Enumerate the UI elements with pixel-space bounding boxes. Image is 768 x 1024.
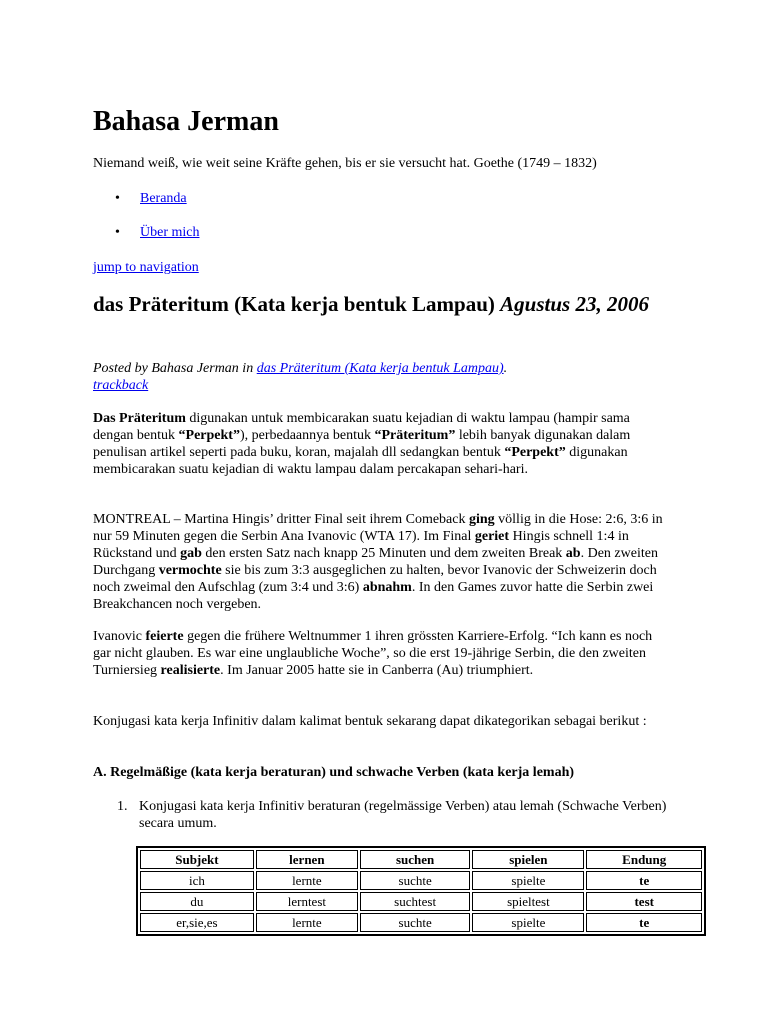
- table-cell: spielte: [472, 913, 584, 932]
- paragraph-montreal: [93, 511, 673, 613]
- table-cell-ending: test: [586, 892, 702, 911]
- trackback-link[interactable]: trackback: [93, 378, 149, 393]
- text-span: sie bis zum 3:3 ausgeglichen zu halten, bevor Ivanovic der Schweizerin doch noch zweimal den Aufschlag (zum 3:4 und 3:6): [93, 563, 657, 595]
- nav-item-uber-mich: [93, 224, 199, 241]
- paragraph-intro: [93, 410, 673, 478]
- posted-by: Posted by Bahasa Jerman in: [93, 361, 254, 376]
- post-title-text: das Präteritum (Kata kerja bentuk Lampau): [93, 292, 495, 316]
- bold-term: “Präteritum”: [374, 428, 456, 443]
- blog-title: Bahasa Jerman: [93, 106, 279, 137]
- text-span: den ersten Satz nach knapp 25 Minuten und dem zweiten Break: [201, 546, 566, 561]
- text-span: . Im Januar 2005 hatte sie in Canberra (Au) triumphiert.: [220, 663, 534, 678]
- header-endung: Endung: [586, 850, 702, 869]
- numbered-list: [93, 798, 673, 832]
- conjugation-table: [136, 846, 706, 936]
- list-item: [93, 798, 673, 832]
- table-cell: spieltest: [472, 892, 584, 911]
- bold-verb: gab: [180, 546, 202, 561]
- nav-link-uber-mich[interactable]: Über mich: [140, 225, 200, 240]
- blog-tagline: Niemand weiß, wie weit seine Kräfte gehen, bis er sie versucht hat. Goethe (1749 – 1832): [93, 156, 597, 171]
- nav-item-beranda: [93, 190, 199, 207]
- table-cell: lerntest: [256, 892, 358, 911]
- bold-verb: ging: [468, 512, 495, 527]
- table-cell-ending: te: [586, 871, 702, 890]
- list-item-text: Konjugasi kata kerja Infinitiv beraturan (regelmässige Verben) atau lemah (Schwache Verben) secara umum.: [139, 799, 667, 831]
- post-date: Agustus 23, 2006: [500, 292, 649, 316]
- table-cell-ending: te: [586, 913, 702, 932]
- table-cell: suchte: [360, 913, 470, 932]
- text-span: Hingis schnell 1:4 in Rückstand und: [93, 529, 629, 561]
- bold-verb: vermochte: [158, 563, 222, 578]
- table-row: [140, 913, 702, 932]
- table-cell: lernte: [256, 871, 358, 890]
- table-cell: suchtest: [360, 892, 470, 911]
- nav-link-beranda[interactable]: Beranda: [140, 191, 187, 206]
- bold-verb: feierte: [145, 629, 184, 644]
- text-span: MONTREAL – Martina Hingis’ dritter Final seit ihrem Comeback: [93, 512, 469, 527]
- text-span: lebih banyak digunakan dalam penulisan artikel seperti pada buku, koran, majalah dll sedangkan bentuk: [93, 428, 631, 460]
- header-suchen: suchen: [360, 850, 470, 869]
- category-link[interactable]: das Präteritum (Kata kerja bentuk Lampau): [256, 361, 504, 376]
- text-span: ), perbedaannya bentuk: [239, 428, 375, 443]
- bold-term: “Perpekt”: [504, 445, 566, 460]
- table-cell: ich: [140, 871, 254, 890]
- table-header-row: [140, 850, 702, 869]
- text-span: digunakan untuk membicarakan suatu kejadian di waktu lampau (hampir sama dengan bentuk: [93, 411, 630, 443]
- bold-verb: ab: [565, 546, 581, 561]
- table-cell: suchte: [360, 871, 470, 890]
- post-meta: [93, 360, 673, 394]
- paragraph-konjugasi: Konjugasi kata kerja Infinitiv dalam kalimat bentuk sekarang dapat dikategorikan sebagai berikut :: [93, 714, 647, 729]
- category-suffix: .: [503, 361, 508, 376]
- bold-verb: realisierte: [160, 663, 221, 678]
- text-span: digunakan membicarakan suatu kejadian di waktu lampau dalam percakapan sehari-hari.: [93, 445, 628, 477]
- table-row: [140, 892, 702, 911]
- header-lernen: lernen: [256, 850, 358, 869]
- jump-to-navigation-link[interactable]: jump to navigation: [93, 260, 199, 275]
- text-span: gegen die frühere Weltnummer 1 ihren grössten Karriere-Erfolg. “Ich kann es noch gar nicht glauben. Es war eine unglaubliche Woche”, so die erst 19-jährige Serbin, die den zweiten Turniersieg: [93, 629, 653, 678]
- bold-verb: geriet: [474, 529, 510, 544]
- text-span: Ivanovic: [93, 629, 146, 644]
- section-a-heading: A. Regelmäßige (kata kerja beraturan) und schwache Verben (kata kerja lemah): [93, 765, 575, 780]
- main-nav: [93, 190, 199, 258]
- post-title: [93, 292, 673, 317]
- table-row: [140, 871, 702, 890]
- table-cell: er,sie,es: [140, 913, 254, 932]
- text-span: völlig in die Hose: 2:6, 3:6 in nur 59 Minuten gegen die Serbin Ana Ivanovic (WTA 17). Im Final: [93, 512, 663, 544]
- text-span: . Den zweiten Durchgang: [93, 546, 658, 578]
- bold-term: Das Präteritum: [93, 411, 186, 426]
- bold-term: “Perpekt”: [178, 428, 240, 443]
- text-span: . In den Games zuvor hatte die Serbin zwei Breakchancen noch vergeben.: [93, 580, 654, 612]
- table-cell: spielte: [472, 871, 584, 890]
- list-number: 1.: [117, 799, 128, 814]
- header-spielen: spielen: [472, 850, 584, 869]
- header-subjekt: Subjekt: [140, 850, 254, 869]
- table-cell: lernte: [256, 913, 358, 932]
- table-cell: du: [140, 892, 254, 911]
- bold-verb: abnahm: [362, 580, 412, 595]
- paragraph-ivanovic: [93, 628, 673, 679]
